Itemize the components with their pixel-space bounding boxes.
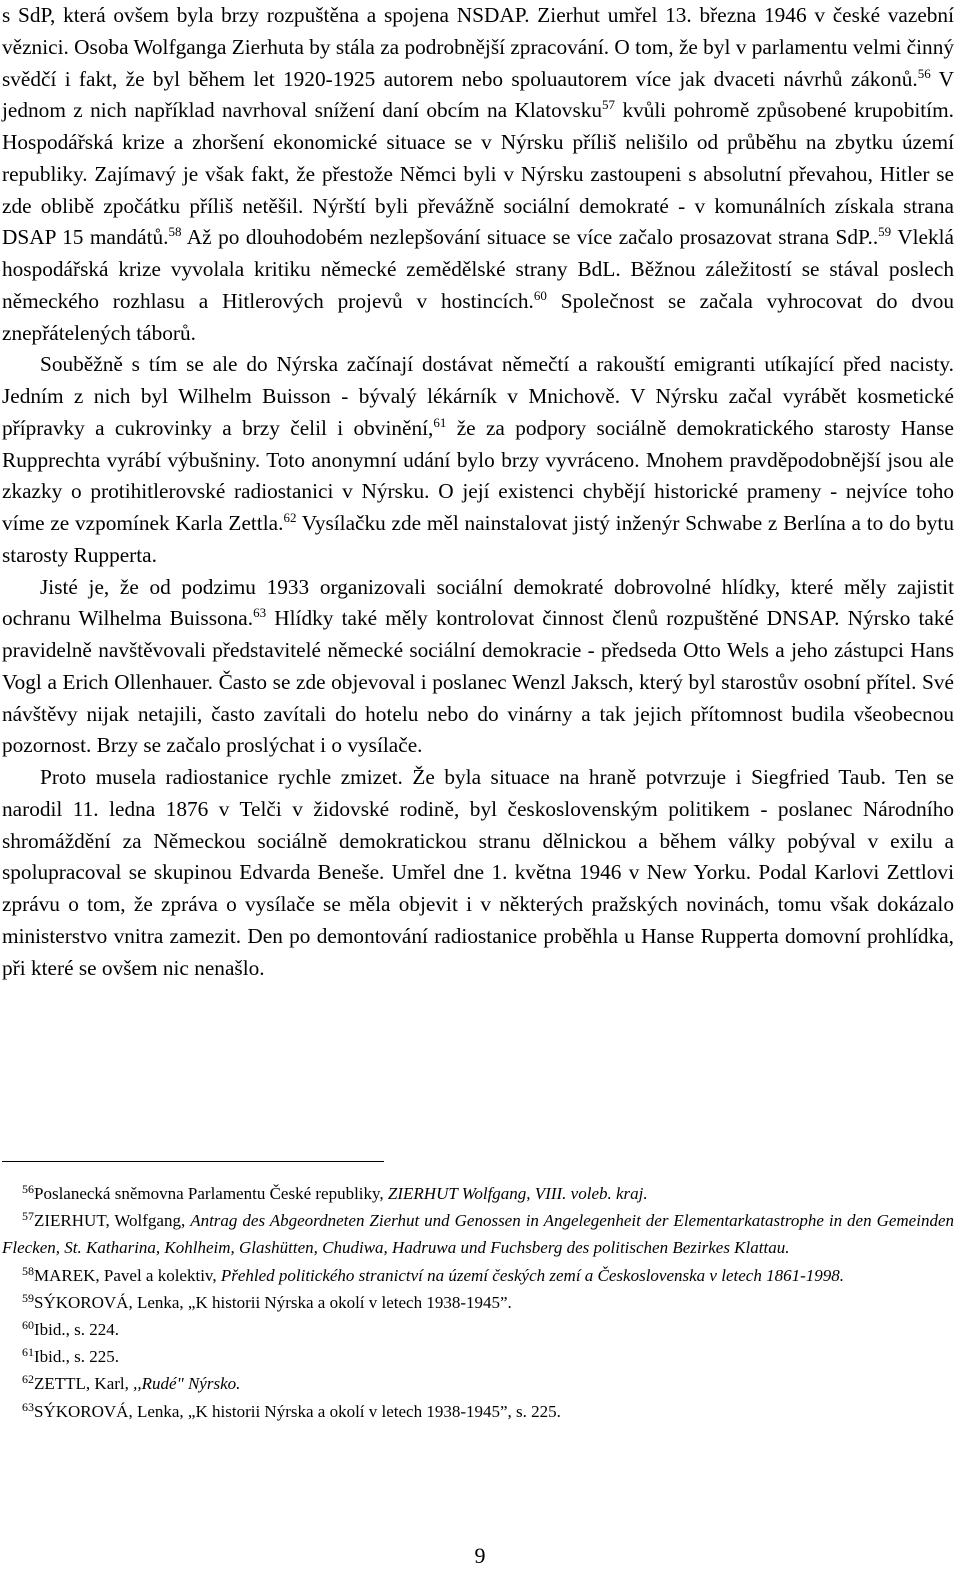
footnote-title: ZIERHUT Wolfgang, VIII. voleb. kraj. xyxy=(387,1184,648,1203)
footnote-ref-59[interactable]: 59 xyxy=(878,224,892,240)
footnote-text: MAREK, Pavel a kolektiv, xyxy=(34,1265,221,1285)
text-segment: s SdP, která ovšem byla brzy rozpuštěna a spojena NSDAP. Zierhut umřel 13. března 1946 v české vazební věznici. Osoba Wolfganga Zierhuta by stála za podrobnější zpracování. O tom, že byl v parlamentu velmi činný svědčí i fakt, že byl během let 1920-1925 autorem nebo spoluautorem více jak dvaceti návrhů zákonů. xyxy=(2,3,954,91)
footnote-63 xyxy=(2,1398,954,1425)
text-segment: Hlídky také měly kontrolovat činnost členů rozpuštěné DNSAP. Nýrsko také pravidelně navštěvovali představitelé německé sociální demokracie - předseda Otto Wels a jeho zástupci Hans Vogl a Erich Ollenhauer. Často se zde objevoval i poslanec Wenzl Jaksch, který byl starostův osobní přítel. Své návštěvy nijak netajili, často zavítali do hotelu nebo do vinárny a tak jejich přítomnost budila všeobecnou pozornost. Brzy se začalo proslýchat i o vysílače. xyxy=(2,606,954,758)
footnote-ref-56[interactable]: 56 xyxy=(917,65,931,81)
footnote-text: ZETTL, Karl, xyxy=(34,1374,134,1394)
footnote-separator xyxy=(2,1161,384,1162)
footnote-61 xyxy=(2,1343,954,1370)
footnote-59 xyxy=(2,1289,954,1316)
footnote-ref-57[interactable]: 57 xyxy=(602,97,616,113)
footnote-number: 62 xyxy=(22,1372,34,1387)
footnote-ref-63[interactable]: 63 xyxy=(253,605,267,621)
footnote-number: 61 xyxy=(22,1345,34,1360)
footnote-title: ,,Rudé" Nýrsko. xyxy=(133,1374,241,1394)
paragraph-3 xyxy=(2,572,954,763)
footnote-text: SÝKOROVÁ, Lenka, „K historii Nýrska a okolí v letech 1938-1945”, s. 225. xyxy=(34,1401,561,1421)
footnote-text: Ibid., s. 225. xyxy=(34,1347,119,1367)
footnote-56 xyxy=(2,1180,954,1207)
text-segment: Vysílačku zde měl nainstalovat jistý inženýr Schwabe z Berlína a to do bytu starosty Rupperta. xyxy=(2,511,954,567)
page-number: 9 xyxy=(474,1543,486,1568)
text-segment: kvůli pohromě způsobené krupobitím. Hospodářská krize a zhoršení ekonomické situace se v Nýrsku příliš nelišilo od průběhu na zbytku území republiky. Zajímavý je však fakt, že přestože Němci byli v Nýrsku zastoupeni s absolutní převahou, Hitler se zde oblibě zpočátku příliš netěšil. Nýrští byli převážně sociální demokraté - v komunálních získala strana DSAP 15 mandátů. xyxy=(2,98,954,250)
paragraph-4 xyxy=(2,762,954,984)
footnote-ref-62[interactable]: 62 xyxy=(283,510,297,525)
footnote-62 xyxy=(2,1370,954,1397)
text-segment: Společnost se začala vyhrocovat do dvou znepřátelených táborů. xyxy=(2,288,954,345)
footnote-57 xyxy=(2,1207,954,1261)
footnote-text: Poslanecká sněmovna Parlamentu České republiky, xyxy=(34,1184,388,1203)
footnote-60 xyxy=(2,1316,954,1343)
footnote-text: Ibid., s. 224. xyxy=(34,1320,119,1340)
footnote-number: 63 xyxy=(22,1399,34,1414)
footnote-title: Antrag des Abgeordneten Zierhut und Genossen in Angelegenheit der Elementarkatastrophe in den Gemeinden Flecken, St. Katharina, Kohlheim, Glashütten, Chudiwa, Hadruwa und Fuchsberg des politischen Bezirkes Klattau. xyxy=(2,1211,954,1258)
footnote-number: 60 xyxy=(22,1318,34,1333)
footnote-text: ZIERHUT, Wolfgang, xyxy=(34,1211,191,1231)
footnote-ref-58[interactable]: 58 xyxy=(168,224,182,240)
footnote-number: 57 xyxy=(22,1209,34,1224)
text-segment: že za podpory sociálně demokratického starosty Hanse Rupprechta vyrábí výbušniny. Toto anonymní udání bylo brzy vyvráceno. Mnohem pravděpodobnější jsou ale zkazky o protihitlerovské radiostanici v Nýrsku. O její existenci chybějí historické prameny - nejvíce toho víme ze vzpomínek Karla Zettla. xyxy=(2,415,954,535)
footnote-ref-61[interactable]: 61 xyxy=(433,414,447,430)
paragraph-1 xyxy=(2,0,954,349)
main-text xyxy=(2,0,954,984)
text-segment: Až po dlouhodobém nezlepšování situace se více začalo prosazovat strana SdP.. xyxy=(181,225,879,250)
footnotes xyxy=(2,1180,954,1425)
paragraph-2 xyxy=(2,349,954,571)
text-segment: Jisté je, že od podzimu 1933 organizovali sociální demokraté dobrovolné hlídky, které měly zajistit ochranu Wilhelma Buissona. xyxy=(2,574,954,631)
footnote-text: SÝKOROVÁ, Lenka, „K historii Nýrska a okolí v letech 1938-1945”. xyxy=(34,1292,512,1312)
footnote-number: 59 xyxy=(22,1290,34,1305)
footnote-ref-60[interactable]: 60 xyxy=(533,287,547,303)
footnote-number: 56 xyxy=(22,1182,34,1196)
footnote-title: Přehled politického stranictví na území českých zemí a Československa v letech 1861-1998. xyxy=(220,1265,844,1285)
text-segment: V jednom z nich například navrhoval snížení daní obcím na Klatovsku xyxy=(2,66,954,123)
footnote-number: 58 xyxy=(22,1263,34,1278)
text-segment: Proto musela radiostanice rychle zmizet. Že byla situace na hraně potvrzuje i Siegfried Taub. Ten se narodil 11. ledna 1876 v Telči v židovské rodině, byl československým politikem - poslanec Národního shromáždění za Německou sociálně demokratickou stranu dělnickou a během války pobýval v exilu a spolupracoval se skupinou Edvarda Beneše. Umřel dne 1. května 1946 v New Yorku. Podal Karlovi Zettlovi zprávu o tom, že zpráva o vysílače se měla objevit i v některých pražských novinách, tomu však dokázalo ministerstvo vnitra zamezit. Den po demontování radiostanice proběhla u Hanse Rupperta domovní prohlídka, při které se ovšem nic nenašlo. xyxy=(2,765,954,980)
footnote-58 xyxy=(2,1262,954,1289)
text-segment: Souběžně s tím se ale do Nýrska začínají dostávat němečtí a rakouští emigranti utíkající před nacisty. Jedním z nich byl Wilhelm Buisson - bývalý lékárník v Mnichově. V Nýrsku začal vyrábět kosmetické přípravky a cukrovinky a brzy čelil i obvinění, xyxy=(2,352,954,440)
text-segment: Vleklá hospodářská krize vyvolala kritiku německé zemědělské strany BdL. Běžnou záležitostí se stával poslech německého rozhlasu a Hitlerových projevů v hostincích. xyxy=(2,225,954,313)
